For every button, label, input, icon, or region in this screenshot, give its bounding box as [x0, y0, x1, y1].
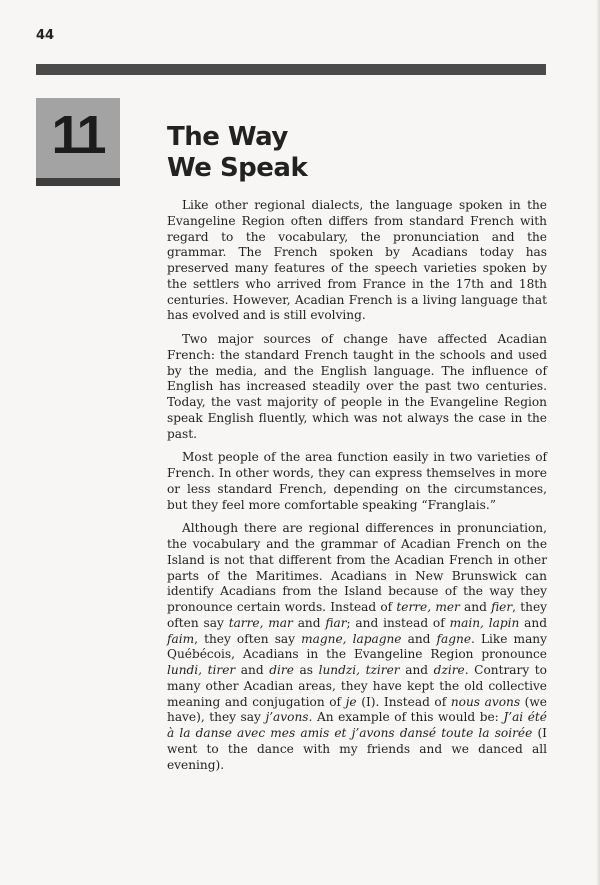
italic-term: J’ai été à la danse avec mes amis et j’avons dansé toute la soirée: [167, 710, 547, 740]
italic-term: lundzi, tzirer: [318, 663, 400, 677]
text-run: . Like many Québécois, Acadians in the Evangeline Region pronounce: [167, 631, 547, 662]
body-paragraph: [167, 198, 547, 324]
chapter-number-underbar: [36, 178, 120, 186]
italic-term: terre, mer: [396, 600, 460, 614]
header-rule: [36, 64, 546, 75]
italic-term: fier: [491, 600, 513, 614]
text-run: Most people of the area function easily in two varieties of French. In other words, they can express themselves in more or less standard French, depending on the circumstances, but they feel more comfortable speaking “Franglais.”: [167, 450, 547, 512]
chapter-title-line-2: We Speak: [167, 153, 308, 183]
text-run: (I went to the dance with my friends and we danced all evening).: [167, 726, 547, 772]
text-run: . An example of this would be:: [308, 710, 504, 725]
italic-term: je: [345, 694, 357, 709]
text-run: Two major sources of change have affected Acadian French: the standard French taught in the schools and used by the media, and the English language. The influence of English has increased steadily over the past two centuries. Today, the vast majority of people in the Evangeline Region speak English fluently, which was not always the case in the past.: [167, 332, 547, 441]
page-edge-shadow: [596, 0, 600, 885]
chapter-title-line-1: The Way: [167, 122, 288, 152]
text-run: . Contrary to many other Acadian areas, they have kept the old collective meaning and conjugation of: [167, 663, 547, 709]
body-paragraph: [167, 332, 547, 442]
italic-term: j’avons: [265, 710, 309, 725]
italic-term: tarre, mar: [228, 615, 293, 630]
italic-term: faim: [167, 631, 195, 646]
italic-term: nous avons: [450, 694, 521, 709]
text-run: and: [235, 663, 270, 677]
text-run: and: [399, 663, 434, 677]
text-run: (I). Instead of: [356, 694, 451, 709]
chapter-number: 11: [51, 105, 105, 165]
italic-term: dire: [269, 663, 294, 677]
italic-term: fiar: [325, 615, 347, 630]
italic-term: dzire: [433, 663, 465, 677]
chapter-body: [167, 198, 547, 781]
italic-term: magne, lapagne: [301, 631, 402, 646]
text-run: Like other regional dialects, the language spoken in the Evangeline Region often differs from standard French with regard to the vocabulary, the pronunciation and the grammar. The French spoken by Acadians today has preserved many features of the speech varieties spoken by the settlers who arrived from France in the 17th and 18th centuries. However, Acadian French is a living language that has evolved and is still evolving.: [167, 198, 547, 323]
italic-term: fagne: [436, 631, 472, 646]
text-run: and: [401, 631, 437, 646]
text-run: and: [519, 615, 547, 630]
text-run: ; and instead of: [346, 615, 450, 630]
italic-term: main, lapin: [449, 615, 520, 630]
body-paragraph: [167, 521, 547, 773]
text-run: and: [292, 615, 326, 630]
text-run: Although there are regional differences in pronunciation, the vocabulary and the grammar of Acadian French on the Island is not that different from the Acadian French in other parts of the Maritimes. Acadians in New Brunswick can identify Acadians from the Island because of the way they pronounce certain words. Instead of: [167, 521, 547, 614]
text-run: as: [293, 663, 319, 677]
chapter-title: [167, 122, 307, 184]
text-run: , they often say: [167, 600, 547, 630]
italic-term: lundi, tirer: [167, 663, 236, 677]
text-run: (we have), they say: [167, 694, 547, 725]
chapter-number-box: [36, 98, 120, 178]
body-paragraph: [167, 450, 547, 513]
page-number: 44: [36, 28, 55, 43]
text-run: , they often say: [194, 631, 302, 646]
text-run: and: [459, 600, 492, 614]
